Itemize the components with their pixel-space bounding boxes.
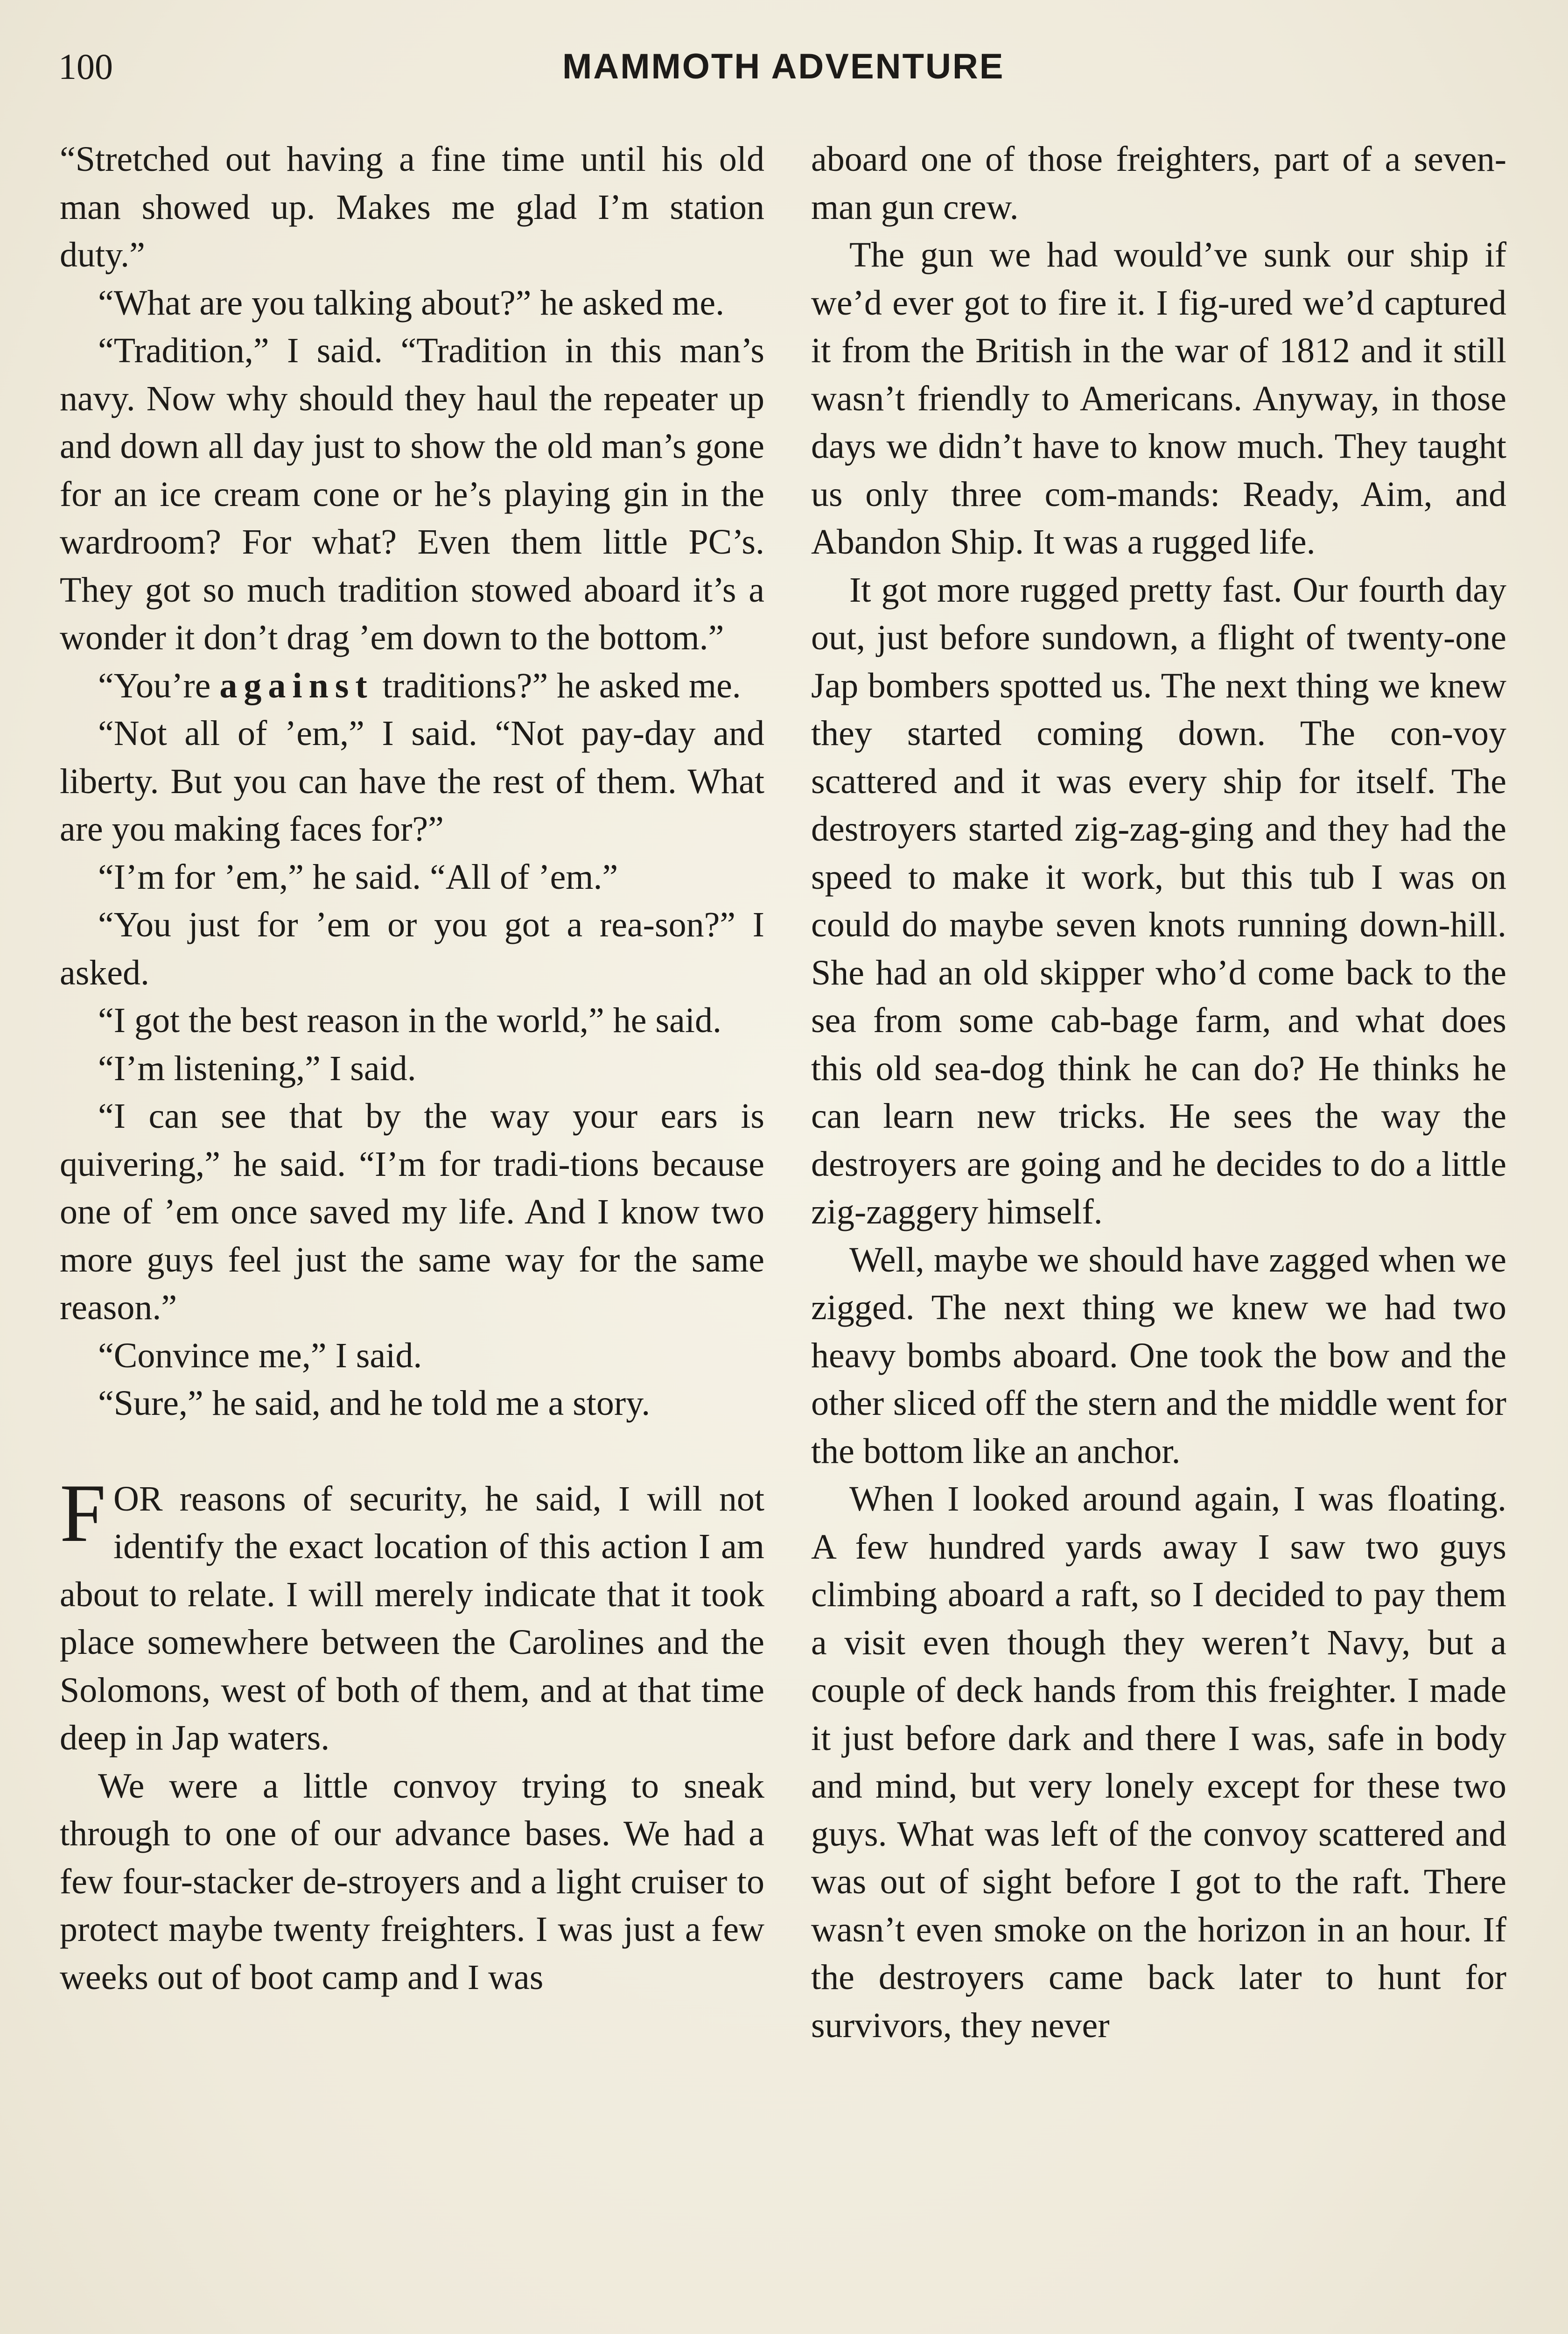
paragraph: “I’m listening,” I said.	[98, 1048, 416, 1088]
paragraph: “Tradition,” I said. “Tradition in this man’s navy. Now why should they haul the repeater up and down all day just to show the old man’s gone for an ice cream cone or he’s playing gin in the wardroom? For what? Even them little PC’s. They got so much tradition stowed aboard it’s a wonder it don’t drag ’em down to the bottom.”	[60, 331, 764, 657]
page-number: 100	[58, 46, 113, 87]
paragraph: It got more rugged pretty fast. Our fourth day out, just before sundown, a flight of twenty-one Jap bombers spotted us. The next thing we knew they started coming down. The con-voy scattered and it was every ship for itself. The destroyers started zig-zag-ging and they had the speed to make it work, but this tub I was on could do maybe seven knots running down-hill. She had an old skipper who’d come back to the sea from some cab-bage farm, and what does this old sea-dog think he can do? He thinks he can learn new tricks. He sees the way the destroyers are going and he decides to do a little zig-zaggery himself.	[811, 570, 1506, 1231]
page-header	[58, 41, 1510, 92]
emphasized-word: against	[219, 666, 374, 705]
paragraph	[60, 662, 764, 710]
text-span: “You’re	[98, 666, 220, 705]
text-span: traditions?” he asked me.	[373, 666, 741, 705]
paragraph: The gun we had would’ve sunk our ship if we’d ever got to fire it. I fig-ured we’d captured it from the British in the war of 1812 and it still wasn’t friendly to Americans. Anyway, in those days we didn’t have to know much. They taught us only three com-mands: Ready, Aim, and Abandon Ship. It was a rugged life.	[811, 235, 1506, 562]
right-text-column	[811, 135, 1506, 2049]
running-head: MAMMOTH ADVENTURE	[562, 47, 1005, 86]
paragraph: Well, maybe we should have zagged when we zigged. The next thing we knew we had two heavy bombs aboard. One took the bow and the other sliced off the stern and the middle went for the bottom like an anchor.	[811, 1240, 1506, 1471]
drop-cap: F	[60, 1466, 106, 1559]
paragraph: “I can see that by the way your ears is quivering,” he said. “I’m for tradi-tions because one of ’em once saved my life. And I know two more guys feel just the same way for the same reason.”	[60, 1097, 764, 1327]
paragraph: “I got the best reason in the world,” he said.	[98, 1001, 721, 1040]
paragraph: “Sure,” he said, and he told me a story.	[98, 1384, 651, 1423]
paragraph: “Convince me,” I said.	[98, 1336, 422, 1375]
paragraph: We were a little convoy trying to sneak through to one of our advance bases. We had a few four-stacker de-stroyers and a light cruiser to protect maybe twenty freighters. I was just a few weeks out of boot camp and I was	[60, 1766, 764, 1997]
paragraph: “Stretched out having a fine time until his old man showed up. Makes me glad I’m station duty.”	[60, 140, 764, 274]
paragraph: “Not all of ’em,” I said. “Not pay-day and liberty. But you can have the rest of them. What are you making faces for?”	[60, 714, 764, 849]
paragraph: aboard one of those freighters, part of a seven-man gun crew.	[811, 140, 1506, 227]
paragraph: “What are you talking about?” he asked me.	[98, 283, 725, 323]
paragraph: “I’m for ’em,” he said. “All of ’em.”	[98, 857, 618, 897]
left-text-column	[60, 135, 764, 2001]
section-opening-paragraph	[60, 1466, 764, 1762]
text-span: OR reasons of security, he said, I will not identify the exact location of this action I am about to relate. I will merely indicate that it took place somewhere between the Carolines and the Solomons, west of both of them, and at that time deep in Jap waters.	[60, 1479, 764, 1758]
paragraph: When I looked around again, I was floating. A few hundred yards away I saw two guys climbing aboard a raft, so I decided to pay them a visit even though they weren’t Navy, but a couple of deck hands from this freighter. I made it just before dark and there I was, safe in body and mind, but very lonely except for these two guys. What was left of the convoy scattered and was out of sight before I got to the raft. There wasn’t even smoke on the horizon in an hour. If the destroyers came back later to hunt for survivors, they never	[811, 1479, 1506, 2045]
paragraph: “You just for ’em or you got a rea-son?” I asked.	[60, 905, 764, 992]
